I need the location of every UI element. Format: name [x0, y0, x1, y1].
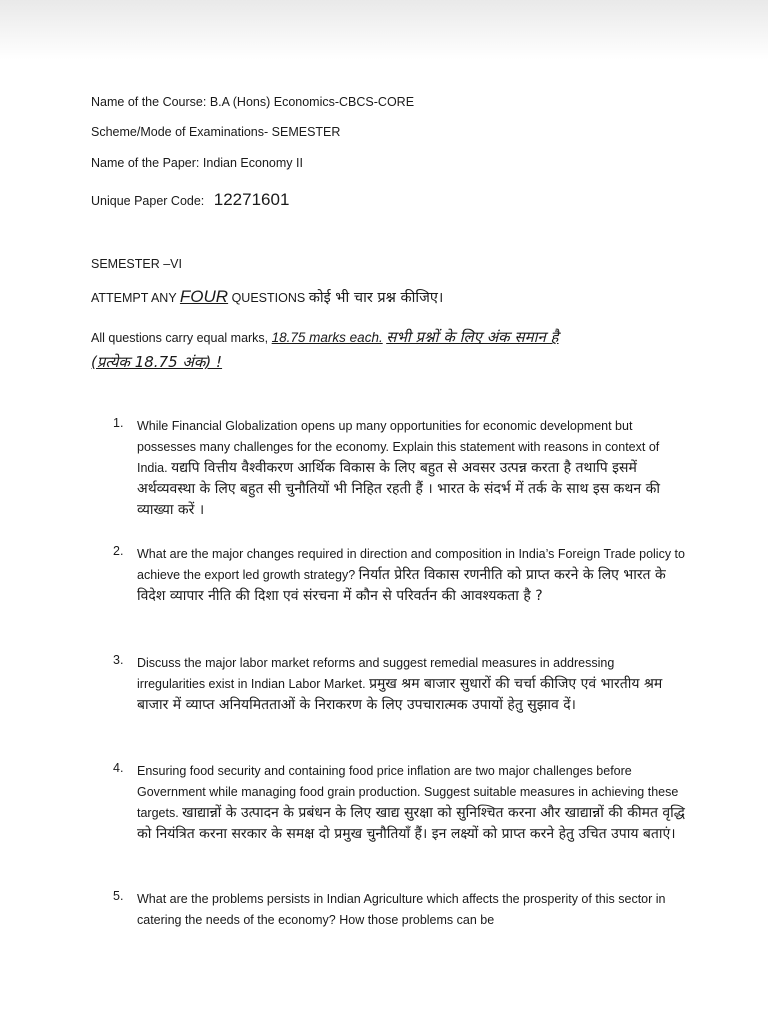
scheme-line	[91, 125, 711, 139]
attempt-count: FOUR	[179, 287, 229, 306]
page-top-shadow	[0, 0, 768, 60]
question-body	[137, 544, 685, 607]
marks-hindi-1: सभी प्रश्नों के लिए अंक समान है	[386, 328, 559, 346]
question-text-hi: यद्यपि वित्तीय वैश्वीकरण आर्थिक विकास के लिए बहुत से अवसर उत्पन्न करता है तथापि इसमें अर्थव्यवस्था के लिए बहुत सी चुनौतियों भी निहित रहती हैं । भारत के संदर्भ में तर्क के साथ इस कथन की व्याख्या करें ।	[137, 460, 660, 518]
attempt-hindi: कोई भी चार प्रश्न कीजिए।	[308, 290, 444, 306]
course-label: Name of the Course:	[91, 95, 207, 109]
question-body	[137, 416, 685, 521]
marks-each: 18.75 marks each.	[271, 330, 383, 345]
question-text-en: What are the problems persists in Indian Agriculture which affects the prosperity of this sector in catering the needs of the economy? How those problems can be	[137, 892, 666, 927]
question-number: 1.	[113, 416, 124, 430]
question-text-hi: प्रमुख श्रम बाजार सुधारों की चर्चा कीजिए एवं भारतीय श्रम बाजार में व्याप्त अनियमितताओं के निराकरण के लिए उपचारात्मक उपायों हेतु सुझाव दें।	[137, 676, 663, 713]
question-item	[113, 653, 685, 716]
question-body	[137, 761, 685, 845]
question-text-en: Discuss the major labor market reforms and suggest remedial measures in addressing irregularities exist in Indian Labor Market.	[137, 656, 615, 691]
question-item	[113, 416, 685, 521]
attempt-suffix: QUESTIONS	[231, 291, 306, 305]
attempt-instruction	[91, 287, 443, 307]
paper-code-value: 12271601	[213, 190, 290, 209]
paper-value: Indian Economy II	[202, 156, 303, 170]
course-value: B.A (Hons) Economics-CBCS-CORE	[209, 95, 415, 109]
scheme-value: SEMESTER	[271, 125, 341, 139]
scheme-label: Scheme/Mode of Examinations-	[91, 125, 269, 139]
question-body	[137, 889, 685, 931]
question-number: 2.	[113, 544, 124, 558]
question-item	[113, 544, 685, 607]
question-text-en: Ensuring food security and containing food price inflation are two major challenges before Government while managing food grain production. Suggest suitable measures in achieving these targets.	[137, 764, 679, 820]
semester-line: SEMESTER –VI	[91, 257, 182, 271]
question-item	[113, 889, 685, 931]
marks-prefix: All questions carry equal marks,	[91, 331, 269, 345]
question-item	[113, 761, 685, 845]
attempt-prefix: ATTEMPT ANY	[91, 291, 177, 305]
marks-hindi-2: (प्रत्येक 18.75 अंक) !	[91, 353, 223, 371]
paper-code-label: Unique Paper Code:	[91, 194, 205, 208]
question-text-en: What are the major changes required in direction and composition in India’s Foreign Trade policy to achieve the export led growth strategy?	[137, 547, 685, 582]
paper-code-line	[91, 190, 711, 210]
question-text-hi: खाद्यान्नों के उत्पादन के प्रबंधन के लिए खाद्य सुरक्षा को सुनिश्चित करना और खाद्यान्नों की कीमत वृद्धि को नियंत्रित करना सरकार के समक्ष दो प्रमुख चुनौतियाँ हैं। इन लक्ष्यों को प्राप्त करने हेतु उचित उपाय बताएं।	[137, 805, 685, 842]
question-number: 3.	[113, 653, 124, 667]
marks-instruction	[91, 325, 691, 375]
question-number: 5.	[113, 889, 124, 903]
paper-label: Name of the Paper:	[91, 156, 200, 170]
question-text-en: While Financial Globalization opens up many opportunities for economic development but possesses many challenges for the economy. Explain this statement with reasons in context of India.	[137, 419, 660, 475]
question-text-hi: निर्यात प्रेरित विकास रणनीति को प्राप्त करने के लिए भारत के विदेश व्यापार नीति की दिशा एवं संरचना में कौन से परिवर्तन की आवश्यकता है ?	[137, 567, 666, 604]
course-name-line	[91, 95, 711, 109]
question-number: 4.	[113, 761, 124, 775]
question-body	[137, 653, 685, 716]
paper-name-line	[91, 156, 711, 170]
